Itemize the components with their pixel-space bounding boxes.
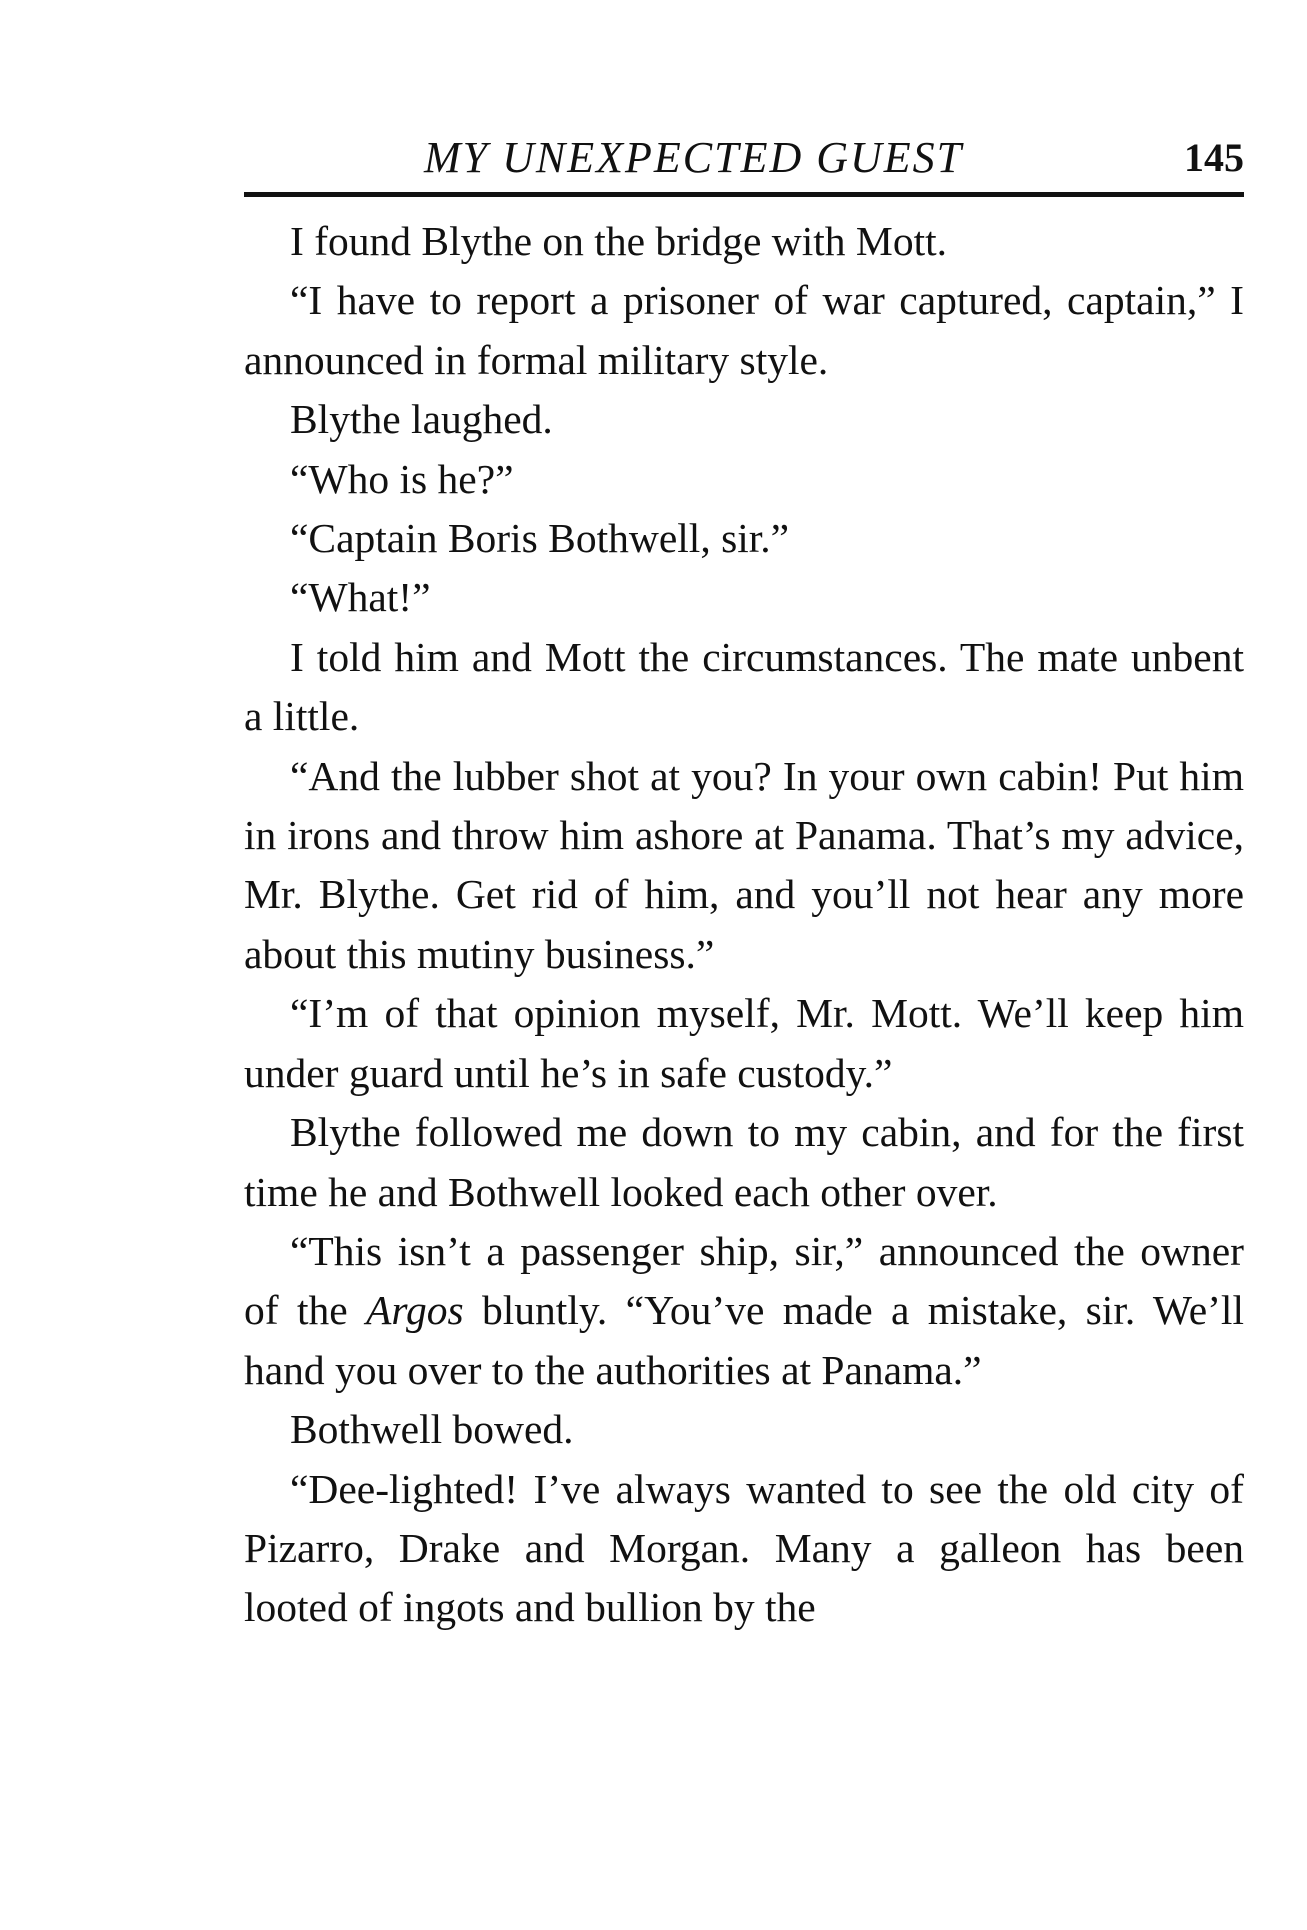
paragraph: “Dee-lighted! I’ve always wanted to see the old city of Pizarro, Drake and Morgan. Many a galleon has been looted of ingots and bullion by the — [244, 1465, 1244, 1631]
header-rule — [244, 192, 1244, 197]
page-header — [244, 128, 1244, 188]
paragraph: Blythe laughed. — [290, 396, 553, 443]
paragraph: Bothwell bowed. — [290, 1406, 574, 1453]
page-number: 145 — [1184, 135, 1244, 180]
paragraph: “What!” — [290, 574, 431, 621]
paragraph: I found Blythe on the bridge with Mott. — [290, 218, 948, 264]
paragraph: “Captain Boris Bothwell, sir.” — [290, 515, 790, 562]
ship-name: Argos — [366, 1287, 464, 1334]
paragraph-text: bluntly. “You’ve made a mistake, sir. We’ll hand you over to the authorities at Panama.” — [244, 1287, 1244, 1393]
running-title: MY UNEXPECTED GUEST — [424, 133, 964, 182]
paragraph: “I have to report a prisoner of war captured, captain,” I announced in formal military style. — [244, 277, 1244, 383]
paragraph-text: “This isn’t a passenger ship, sir,” announced the owner of the — [244, 1227, 1244, 1334]
paragraph: “Who is he?” — [290, 455, 514, 502]
paragraph: Blythe followed me down to my cabin, and for the first time he and Bothwell looked each other over. — [244, 1109, 1244, 1215]
paragraph: “And the lubber shot at you? In your own cabin! Put him in irons and throw him ashore at Panama. That’s my advice, Mr. Blythe. Get rid of him, and you’ll not hear any more about this mutiny business.” — [244, 752, 1244, 977]
paragraph: “I’m of that opinion myself, Mr. Mott. We’ll keep him under guard until he’s in safe custody.” — [244, 990, 1244, 1096]
paragraph: I told him and Mott the circumstances. The mate unbent a little. — [244, 633, 1244, 740]
paragraph — [244, 1222, 1244, 1400]
body-text — [244, 212, 1244, 1638]
